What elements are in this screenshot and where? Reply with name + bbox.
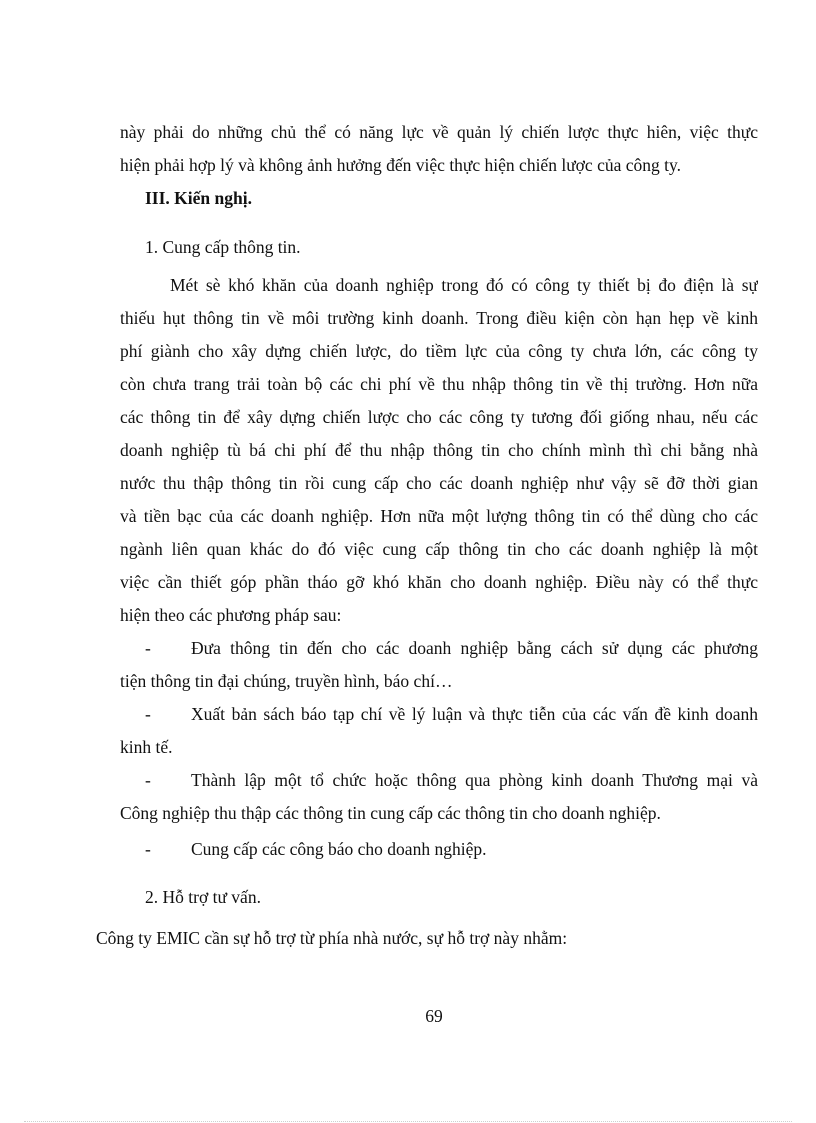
- bullet-text-line: Đưa thông tin đến cho các doanh nghiệp bằng cách sử dụng các phương: [191, 638, 758, 658]
- bullet-dash: -: [145, 839, 151, 859]
- bullet-dash: -: [145, 704, 151, 724]
- main-paragraph-line: Mét sè khó khăn của doanh nghiệp trong đó có công ty thiết bị đo điện là sự: [170, 275, 758, 295]
- paragraph-top-line-2: hiện phải hợp lý và không ảnh hưởng đến việc thực hiện chiến lược của công ty.: [120, 155, 681, 175]
- page-number: 69: [425, 1006, 443, 1026]
- main-paragraph-line: còn chưa trang trải toàn bộ các chi phí về thu nhập thông tin về thị trường. Hơn nữa: [120, 374, 758, 394]
- main-paragraph-line: hiện theo các phương pháp sau:: [120, 605, 342, 625]
- bullet-dash: -: [145, 638, 151, 658]
- final-line: Công ty EMIC cần sự hỗ trợ từ phía nhà nước, sự hỗ trợ này nhằm:: [96, 928, 568, 948]
- main-paragraph-line: thiếu hụt thông tin về môi trường kinh doanh. Trong điều kiện còn hạn hẹp về kinh: [120, 308, 758, 328]
- bullet-text-line: tiện thông tin đại chúng, truyền hình, báo chí…: [120, 671, 453, 691]
- main-paragraph-line: nước thu thập thông tin rồi cung cấp cho các doanh nghiệp như vậy sẽ đỡ thời gian: [120, 473, 758, 493]
- section-heading: III. Kiến nghị.: [145, 188, 252, 208]
- item-1-heading: 1. Cung cấp thông tin.: [145, 237, 301, 257]
- bullet-text-line: Công nghiệp thu thập các thông tin cung cấp các thông tin cho doanh nghiệp.: [120, 803, 661, 823]
- main-paragraph-line: doanh nghiệp tù bá chi phí để thu nhập thông tin cho chính mình thì chi bằng nhà: [120, 440, 758, 460]
- main-paragraph-line: ngành liên quan khác do đó việc cung cấp thông tin cho các doanh nghiệp là một: [120, 539, 758, 559]
- main-paragraph-line: việc cần thiết góp phần tháo gỡ khó khăn cho doanh nghiệp. Điều này có thể thực: [120, 572, 758, 592]
- page-bottom-divider: [24, 1121, 792, 1122]
- bullet-text-line: kinh tế.: [120, 737, 173, 757]
- bullet-text-line: Cung cấp các công báo cho doanh nghiệp.: [191, 839, 487, 859]
- item-2-heading: 2. Hỗ trợ tư vấn.: [145, 887, 261, 907]
- main-paragraph-line: và tiền bạc của các doanh nghiệp. Hơn nữa một lượng thông tin có thể dùng cho các: [120, 506, 758, 526]
- bullet-dash: -: [145, 770, 151, 790]
- main-paragraph-line: các thông tin để xây dựng chiến lược cho các công ty tương đối giống nhau, nếu các: [120, 407, 758, 427]
- paragraph-top-line-1: này phải do những chủ thể có năng lực về quản lý chiến lược thực hiên, việc thực: [120, 122, 758, 142]
- main-paragraph-line: phí giành cho xây dựng chiến lược, do tiềm lực của công ty chưa lớn, các công ty: [120, 341, 758, 361]
- bullet-text-line: Thành lập một tổ chức hoặc thông qua phòng kinh doanh Thương mại và: [191, 770, 758, 790]
- bullet-text-line: Xuất bản sách báo tạp chí về lý luận và thực tiễn của các vấn đề kinh doanh: [191, 704, 758, 724]
